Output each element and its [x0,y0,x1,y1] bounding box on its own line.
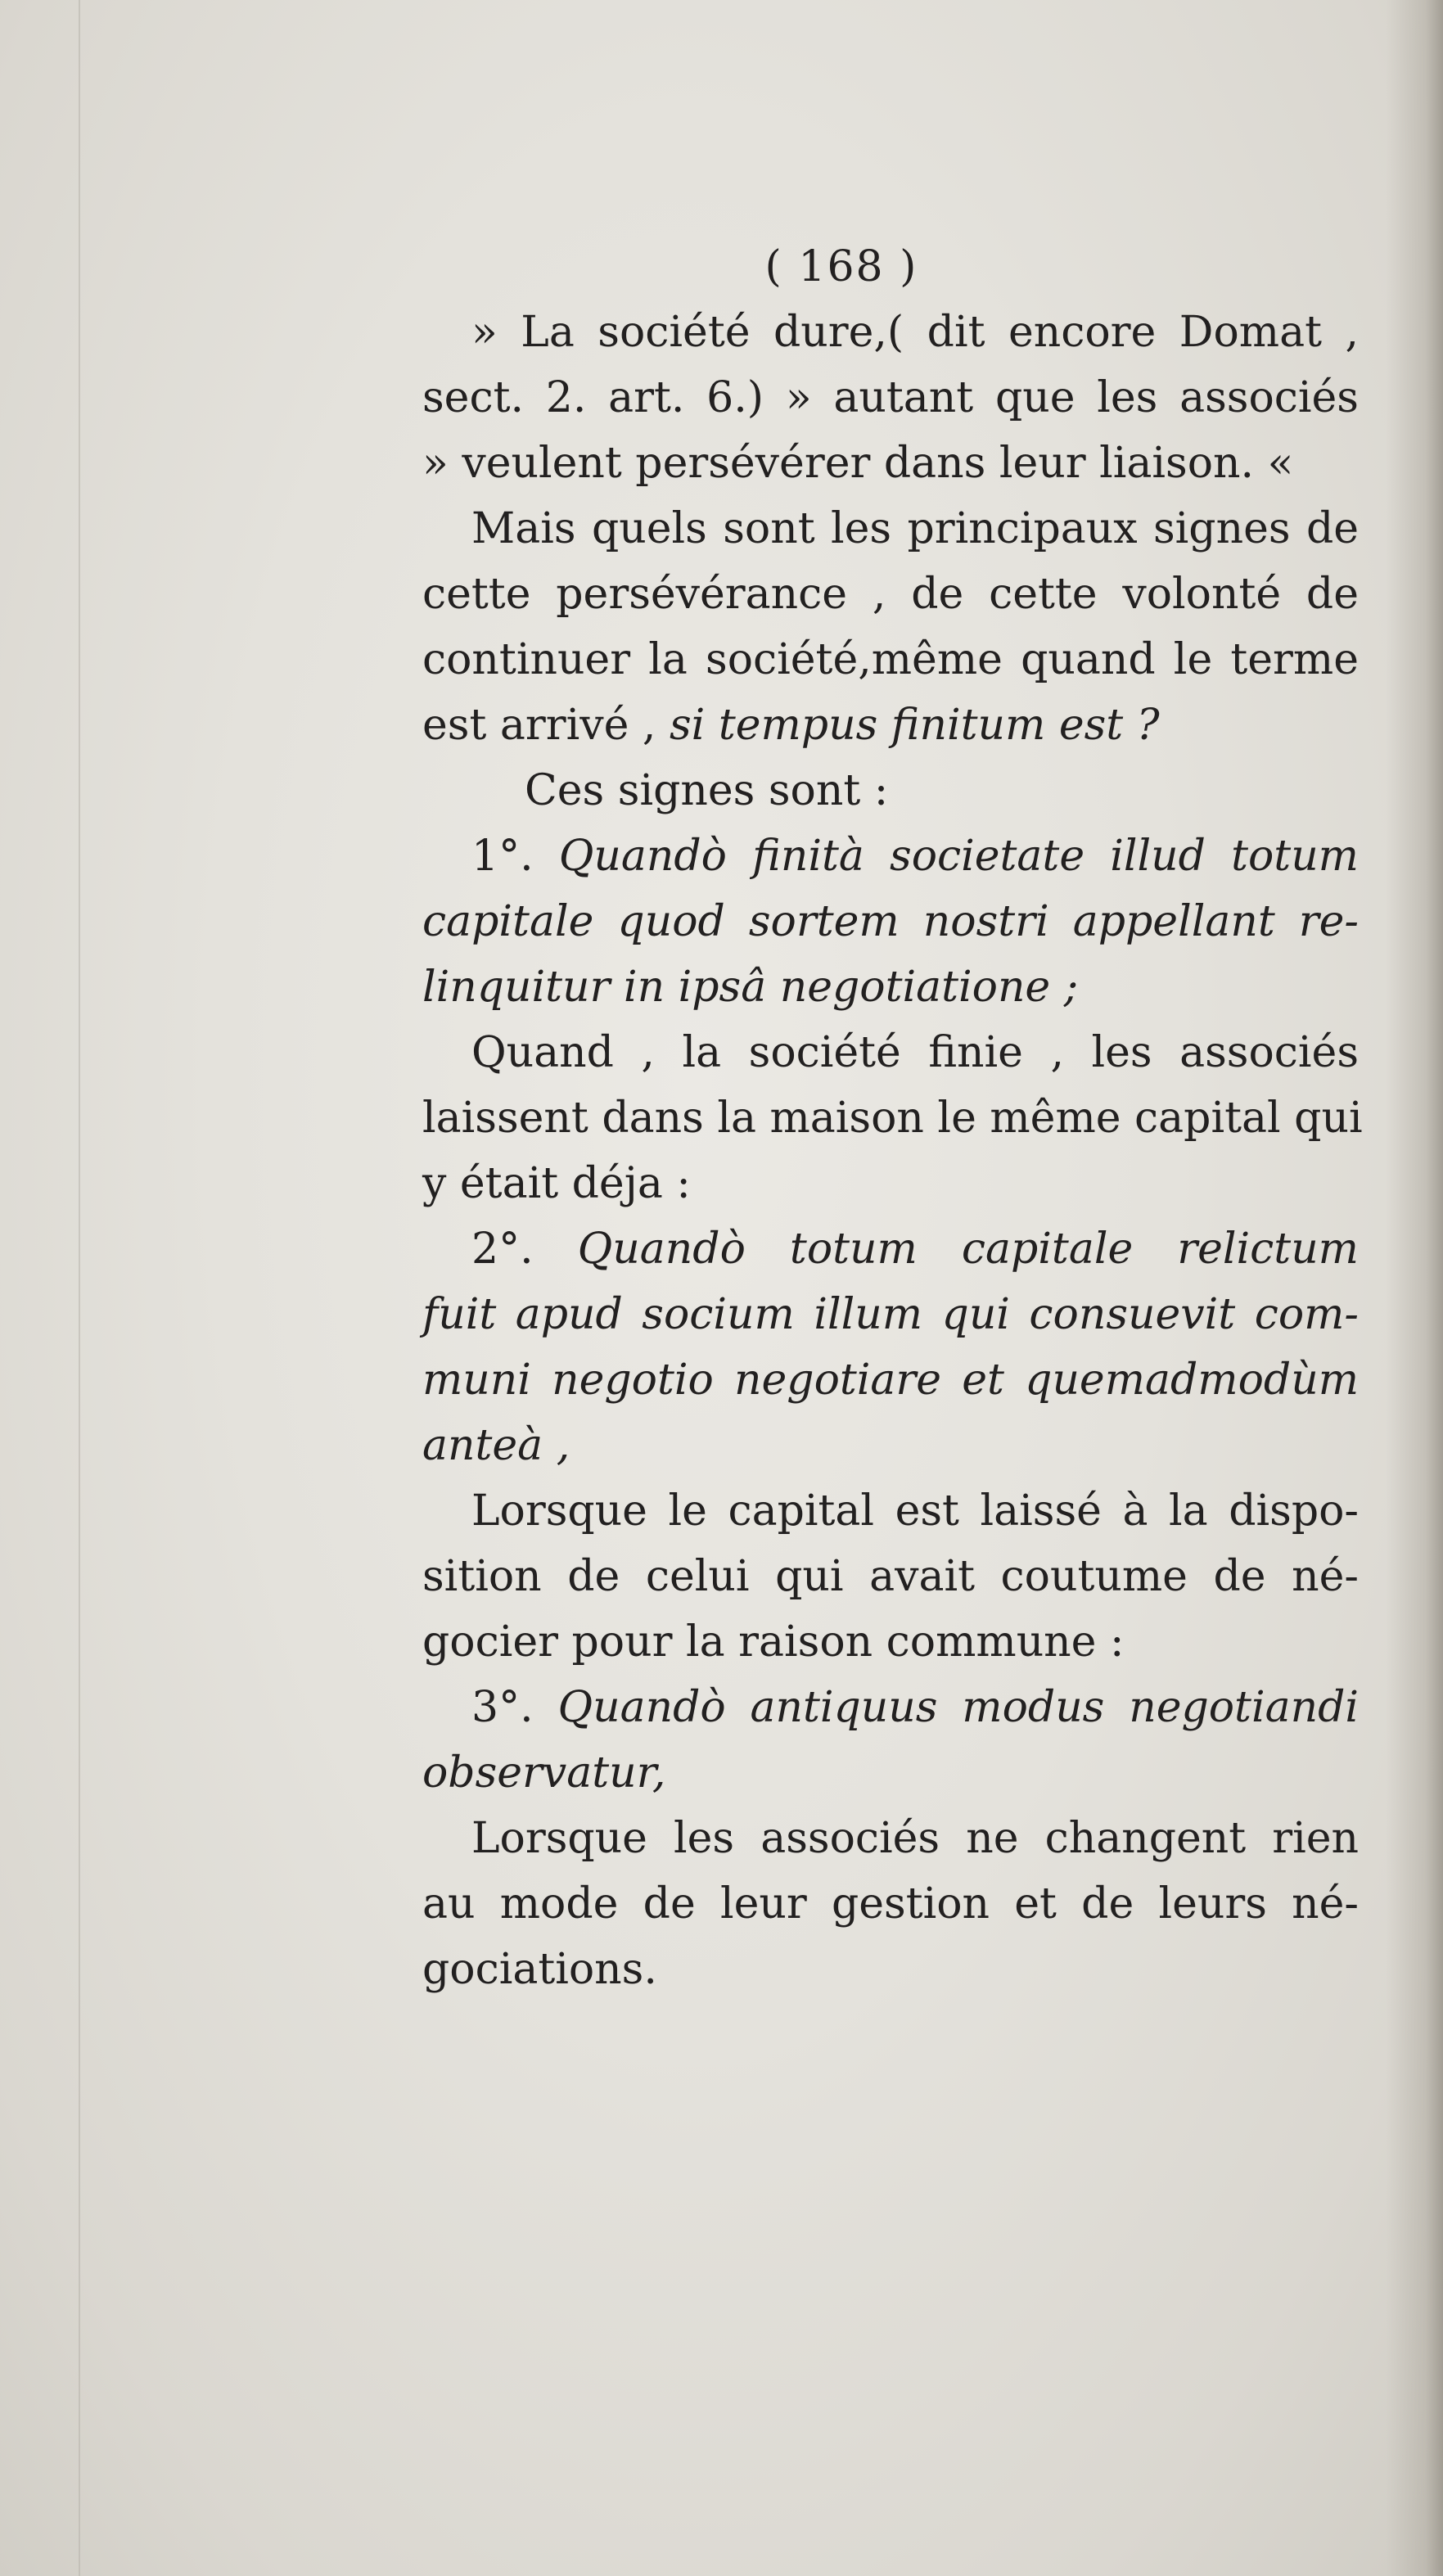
latin-text: Quandò antiquus modus negotiandi [557,1683,1359,1732]
text-line [422,1216,1359,1282]
paragraph-signs-intro [422,758,1359,823]
text-line [422,1675,1359,1740]
text-line: Lorsque le capital est laissé à la dispo- [471,1487,1359,1536]
latin-text: observatur, [422,1748,666,1798]
text-line: gocier pour la raison commune : [422,1617,1125,1667]
latin-text: Quandò finità societate illud totum [558,832,1359,881]
text-line-plain: est arrivé , [422,701,670,750]
paragraph-latin-1 [422,823,1359,1020]
latin-text: fuit apud socium illum qui consuevit com- [422,1290,1359,1339]
text-line: au mode de leur gestion et de leurs né- [422,1879,1359,1929]
text-line: Lorsque les associés ne changent rien [471,1814,1359,1863]
text-line: gociations. [422,1945,657,1994]
paragraph-latin-2 [422,1216,1359,1478]
text-line: » veulent persévérer dans leur liaison. « [422,439,1294,488]
list-numeral: 2°. [471,1225,578,1274]
text-line [422,823,1359,889]
text-line: Ces signes sont : [525,766,889,815]
latin-phrase: si tempus finitum est ? [669,701,1160,750]
text-line: continuer la société,même quand le terme [422,635,1359,684]
page-fold-line [79,0,80,2576]
paragraph-domat-quote [422,300,1359,496]
text-line: sect. 2. art. 6.) » autant que les associés [422,373,1359,422]
paragraph-latin-3 [422,1675,1359,1806]
latin-text: capitale quod sortem nostri appellant re- [422,897,1359,946]
latin-text: Quandò totum capitale relictum [577,1225,1359,1274]
list-numeral: 3°. [471,1683,558,1732]
text-line [422,692,1359,758]
text-line: » La société dure,( dit encore Domat , [471,308,1359,357]
list-numeral: 1°. [471,832,559,881]
page-edge-shadow [1386,0,1443,2576]
paragraph-question [422,496,1359,758]
text-line: y était déja : [422,1159,691,1208]
paragraph-french-1 [422,1020,1363,1216]
paragraph-french-2 [422,1478,1359,1675]
text-line: Quand , la société finie , les associés [471,1028,1359,1077]
text-line: cette persévérance , de cette volonté de [422,570,1359,619]
latin-text: anteà , [422,1421,570,1470]
latin-text: muni negotio negotiare et quemadmodùm [422,1356,1359,1405]
latin-text: linquitur in ipsâ negotiatione ; [422,963,1079,1012]
paragraph-french-3 [422,1806,1359,2002]
page-text-block [422,234,1363,2002]
text-line: Mais quels sont les principaux signes de [471,504,1359,553]
text-line: laissent dans la maison le même capital qui [422,1094,1363,1143]
text-line: sition de celui qui avait coutume de né- [422,1552,1359,1601]
page-number: ( 168 ) [764,242,918,291]
